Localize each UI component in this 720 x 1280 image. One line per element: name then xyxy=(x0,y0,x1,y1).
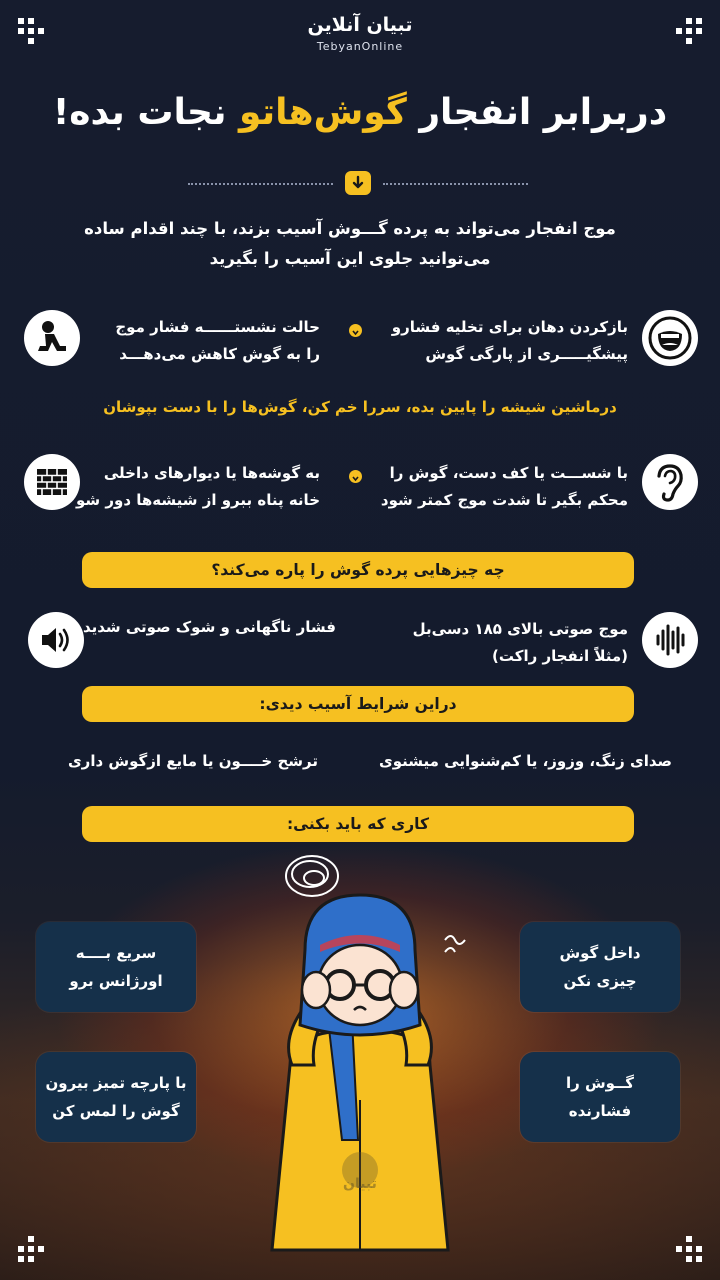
corner-ornament-icon xyxy=(676,1236,702,1262)
action-card xyxy=(520,922,680,1012)
cause-loud-sound-line2: (مثلاً انفجار راکت) xyxy=(492,647,628,665)
chevron-bullet-icon xyxy=(349,324,362,337)
intro-line2: می‌توانید جلوی این آسیب را بگیرید xyxy=(209,249,491,268)
tip-sitting xyxy=(115,314,320,368)
logo-english: TebyanOnline xyxy=(316,40,404,53)
corner-ornament-icon xyxy=(18,1236,44,1262)
action-card-line1: سریع بــــه xyxy=(75,944,157,962)
watermark-text: تبیان xyxy=(343,1176,377,1192)
symptom-bleeding: ترشح خــــون یا مایع ازگوش داری xyxy=(67,752,318,770)
action-card xyxy=(520,1052,680,1142)
action-card xyxy=(36,1052,196,1142)
causes-title-bar: چه چیزهایی پرده گوش را پاره می‌کند؟ xyxy=(82,552,634,588)
cause-loud-sound-line1: موج صوتی بالای ۱۸۵ دسی‌بل xyxy=(412,620,628,638)
tip-open-mouth-line1: بازکردن دهان برای تخلیه فشارو xyxy=(391,318,628,336)
action-card-line1: گــوش را xyxy=(565,1074,635,1092)
action-card-line1: داخل گوش xyxy=(559,944,641,962)
action-card-line2: فشارنده xyxy=(568,1102,632,1120)
tip-shelter xyxy=(76,460,320,514)
brick-wall-icon xyxy=(24,454,80,510)
action-card xyxy=(36,922,196,1012)
page-title xyxy=(40,92,680,133)
tip-open-mouth-line2: پیشگیـــــری از پارگی گوش xyxy=(425,345,628,363)
down-arrow-icon xyxy=(345,171,371,195)
open-mouth-icon xyxy=(642,310,698,366)
divider-left xyxy=(188,183,333,185)
cause-loud-sound xyxy=(413,616,628,670)
tip-shelter-line2: خانه پناه ببرو از شیشه‌ها دور شو xyxy=(75,491,320,509)
car-note: درماشین شیشه را پایین بده، سررا خم کن، گوش‌ها را با دست بپوشان xyxy=(103,398,617,416)
action-card-line1: با پارچه تمیز بیرون xyxy=(45,1074,187,1092)
intro-line1: موج انفجار می‌تواند به پرده گـــوش آسیب بزند، با چند اقدام ساده xyxy=(84,219,616,238)
action-card-line2: اورژانس برو xyxy=(69,972,163,990)
logo-persian: تبیان آنلاین xyxy=(307,14,413,36)
ear-icon xyxy=(642,454,698,510)
tip-shelter-line1: به گوشه‌ها یا دیوارهای داخلی xyxy=(103,464,320,482)
tip-sitting-line2: را به گوش کاهش می‌دهـــد xyxy=(119,345,320,363)
sound-wave-icon xyxy=(642,612,698,668)
chevron-bullet-icon xyxy=(349,470,362,483)
intro-text xyxy=(60,214,640,274)
symptom-ringing: صدای زنگ، وزوز، یا کم‌شنوایی میشنوی xyxy=(378,752,672,770)
tip-cover-ear-line2: محکم بگیر تا شدت موج کمتر شود xyxy=(380,491,628,509)
tip-cover-ear-line1: با شســـت یا کف دست، گوش را xyxy=(389,464,628,482)
speaker-icon xyxy=(28,612,84,668)
tip-cover-ear xyxy=(381,460,628,514)
symptoms-title-bar: دراین شرایط آسیب دیدی: xyxy=(82,686,634,722)
tip-sitting-line1: حالت نشستــــــه فشار موج xyxy=(115,318,320,336)
action-card-line2: گوش را لمس کن xyxy=(52,1102,180,1120)
actions-title-bar: کاری که باید بکنی: xyxy=(82,806,634,842)
title-part2: نجات بده! xyxy=(52,92,240,133)
divider-right xyxy=(383,183,528,185)
girl-covering-ears-illustration xyxy=(250,840,470,1270)
sitting-person-icon xyxy=(24,310,80,366)
action-card-line2: چیزی نکن xyxy=(563,972,637,990)
tip-open-mouth xyxy=(392,314,628,368)
cause-pressure-shock: فشار ناگهانی و شوک صوتی شدید xyxy=(82,618,336,636)
title-highlight: گوش‌هاتو xyxy=(239,92,407,133)
title-part1: دربرابر انفجار xyxy=(406,92,668,133)
